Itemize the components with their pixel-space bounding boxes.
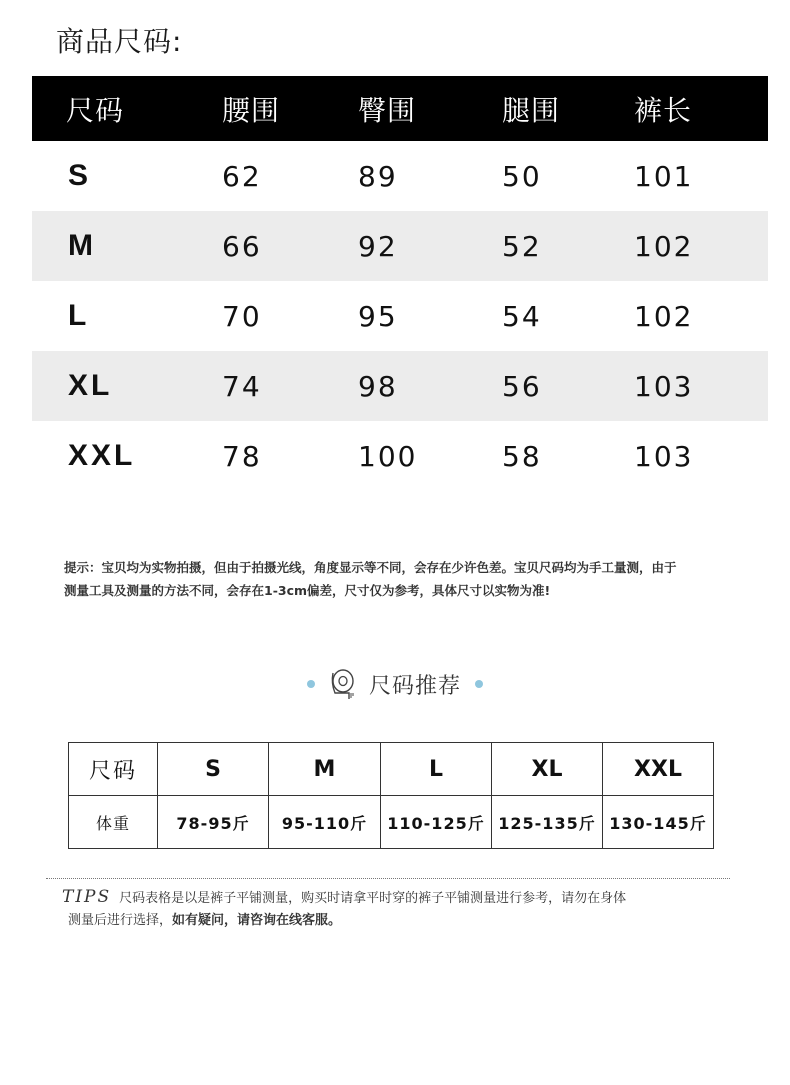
color-size-notice bbox=[64, 556, 744, 602]
table-row bbox=[32, 351, 768, 421]
rec-weight-cell: 125-135斤 bbox=[492, 796, 603, 849]
notice-line: 提示：宝贝均为实物拍摄，但由于拍摄光线，角度显示等不同，会存在少许色差。宝贝尺码均为手工量测，由于 bbox=[64, 560, 677, 575]
rec-size-cell: L bbox=[381, 743, 492, 796]
row-thigh: 52 bbox=[502, 229, 542, 263]
rec-size-cell: XL bbox=[492, 743, 603, 796]
rec-size-cell: S bbox=[158, 743, 269, 796]
row-waist: 62 bbox=[222, 159, 262, 193]
row-thigh: 54 bbox=[502, 299, 542, 333]
dot-icon bbox=[307, 680, 315, 688]
row-length: 102 bbox=[634, 229, 694, 263]
dot-icon bbox=[475, 680, 483, 688]
size-chart-table bbox=[32, 76, 768, 491]
table-row bbox=[32, 281, 768, 351]
row-waist: 74 bbox=[222, 369, 262, 403]
table-row bbox=[69, 743, 714, 796]
row-size: M bbox=[68, 229, 96, 262]
row-size: S bbox=[68, 159, 92, 192]
table-row bbox=[69, 796, 714, 849]
row-length: 103 bbox=[634, 439, 694, 473]
tips-contact-text: 如有疑问，请咨询在线客服。 bbox=[172, 913, 342, 928]
rec-size-cell: XXL bbox=[603, 743, 714, 796]
header-waist: 腰围 bbox=[222, 93, 281, 127]
header-length: 裤长 bbox=[634, 93, 693, 127]
rec-size-cell: M bbox=[269, 743, 381, 796]
tips-line bbox=[62, 910, 732, 932]
row-hip: 98 bbox=[358, 369, 398, 403]
row-thigh: 56 bbox=[502, 369, 542, 403]
row-hip: 89 bbox=[358, 159, 398, 193]
header-hip: 臀围 bbox=[358, 93, 417, 127]
notice-line: 测量工具及测量的方法不同，会存在1-3cm偏差，尺寸仅为参考，具体尺寸以实物为准! bbox=[64, 583, 551, 598]
rec-weight-cell: 78-95斤 bbox=[158, 796, 269, 849]
row-hip: 100 bbox=[358, 439, 418, 473]
tips-block bbox=[62, 886, 732, 932]
row-hip: 95 bbox=[358, 299, 398, 333]
row-hip: 92 bbox=[358, 229, 398, 263]
size-recommendation-table bbox=[68, 742, 714, 849]
row-thigh: 58 bbox=[502, 439, 542, 473]
table-row bbox=[32, 141, 768, 211]
row-length: 102 bbox=[634, 299, 694, 333]
row-size: L bbox=[68, 299, 90, 332]
header-size: 尺码 bbox=[66, 93, 125, 127]
tips-tag: TIPS bbox=[62, 887, 112, 907]
table-row bbox=[32, 211, 768, 281]
size-chart-header-row bbox=[32, 76, 768, 141]
row-size: XXL bbox=[68, 439, 136, 472]
tips-text: 尺码表格是以是裤子平铺测量，购买时请拿平时穿的裤子平铺测量进行参考，请勿在身体 bbox=[119, 891, 627, 906]
rec-weight-cell: 95-110斤 bbox=[269, 796, 381, 849]
row-length: 103 bbox=[634, 369, 694, 403]
recommendation-title: 尺码推荐 bbox=[368, 673, 461, 699]
row-size: XL bbox=[68, 369, 113, 402]
row-length: 101 bbox=[634, 159, 694, 193]
size-recommendation-heading bbox=[0, 664, 790, 704]
row-waist: 66 bbox=[222, 229, 262, 263]
rec-weight-cell: 110-125斤 bbox=[381, 796, 492, 849]
header-thigh: 腿围 bbox=[502, 93, 561, 127]
tips-line bbox=[62, 886, 732, 910]
dotted-divider bbox=[46, 878, 730, 879]
table-row bbox=[32, 421, 768, 491]
page-title: 商品尺码: bbox=[56, 25, 183, 58]
rec-label-size: 尺码 bbox=[69, 743, 158, 796]
rec-weight-cell: 130-145斤 bbox=[603, 796, 714, 849]
tips-text: 测量后进行选择， bbox=[68, 913, 173, 928]
row-thigh: 50 bbox=[502, 159, 542, 193]
row-waist: 78 bbox=[222, 439, 262, 473]
row-waist: 70 bbox=[222, 299, 262, 333]
rec-label-weight: 体重 bbox=[69, 796, 158, 849]
measuring-tape-icon bbox=[329, 667, 359, 701]
